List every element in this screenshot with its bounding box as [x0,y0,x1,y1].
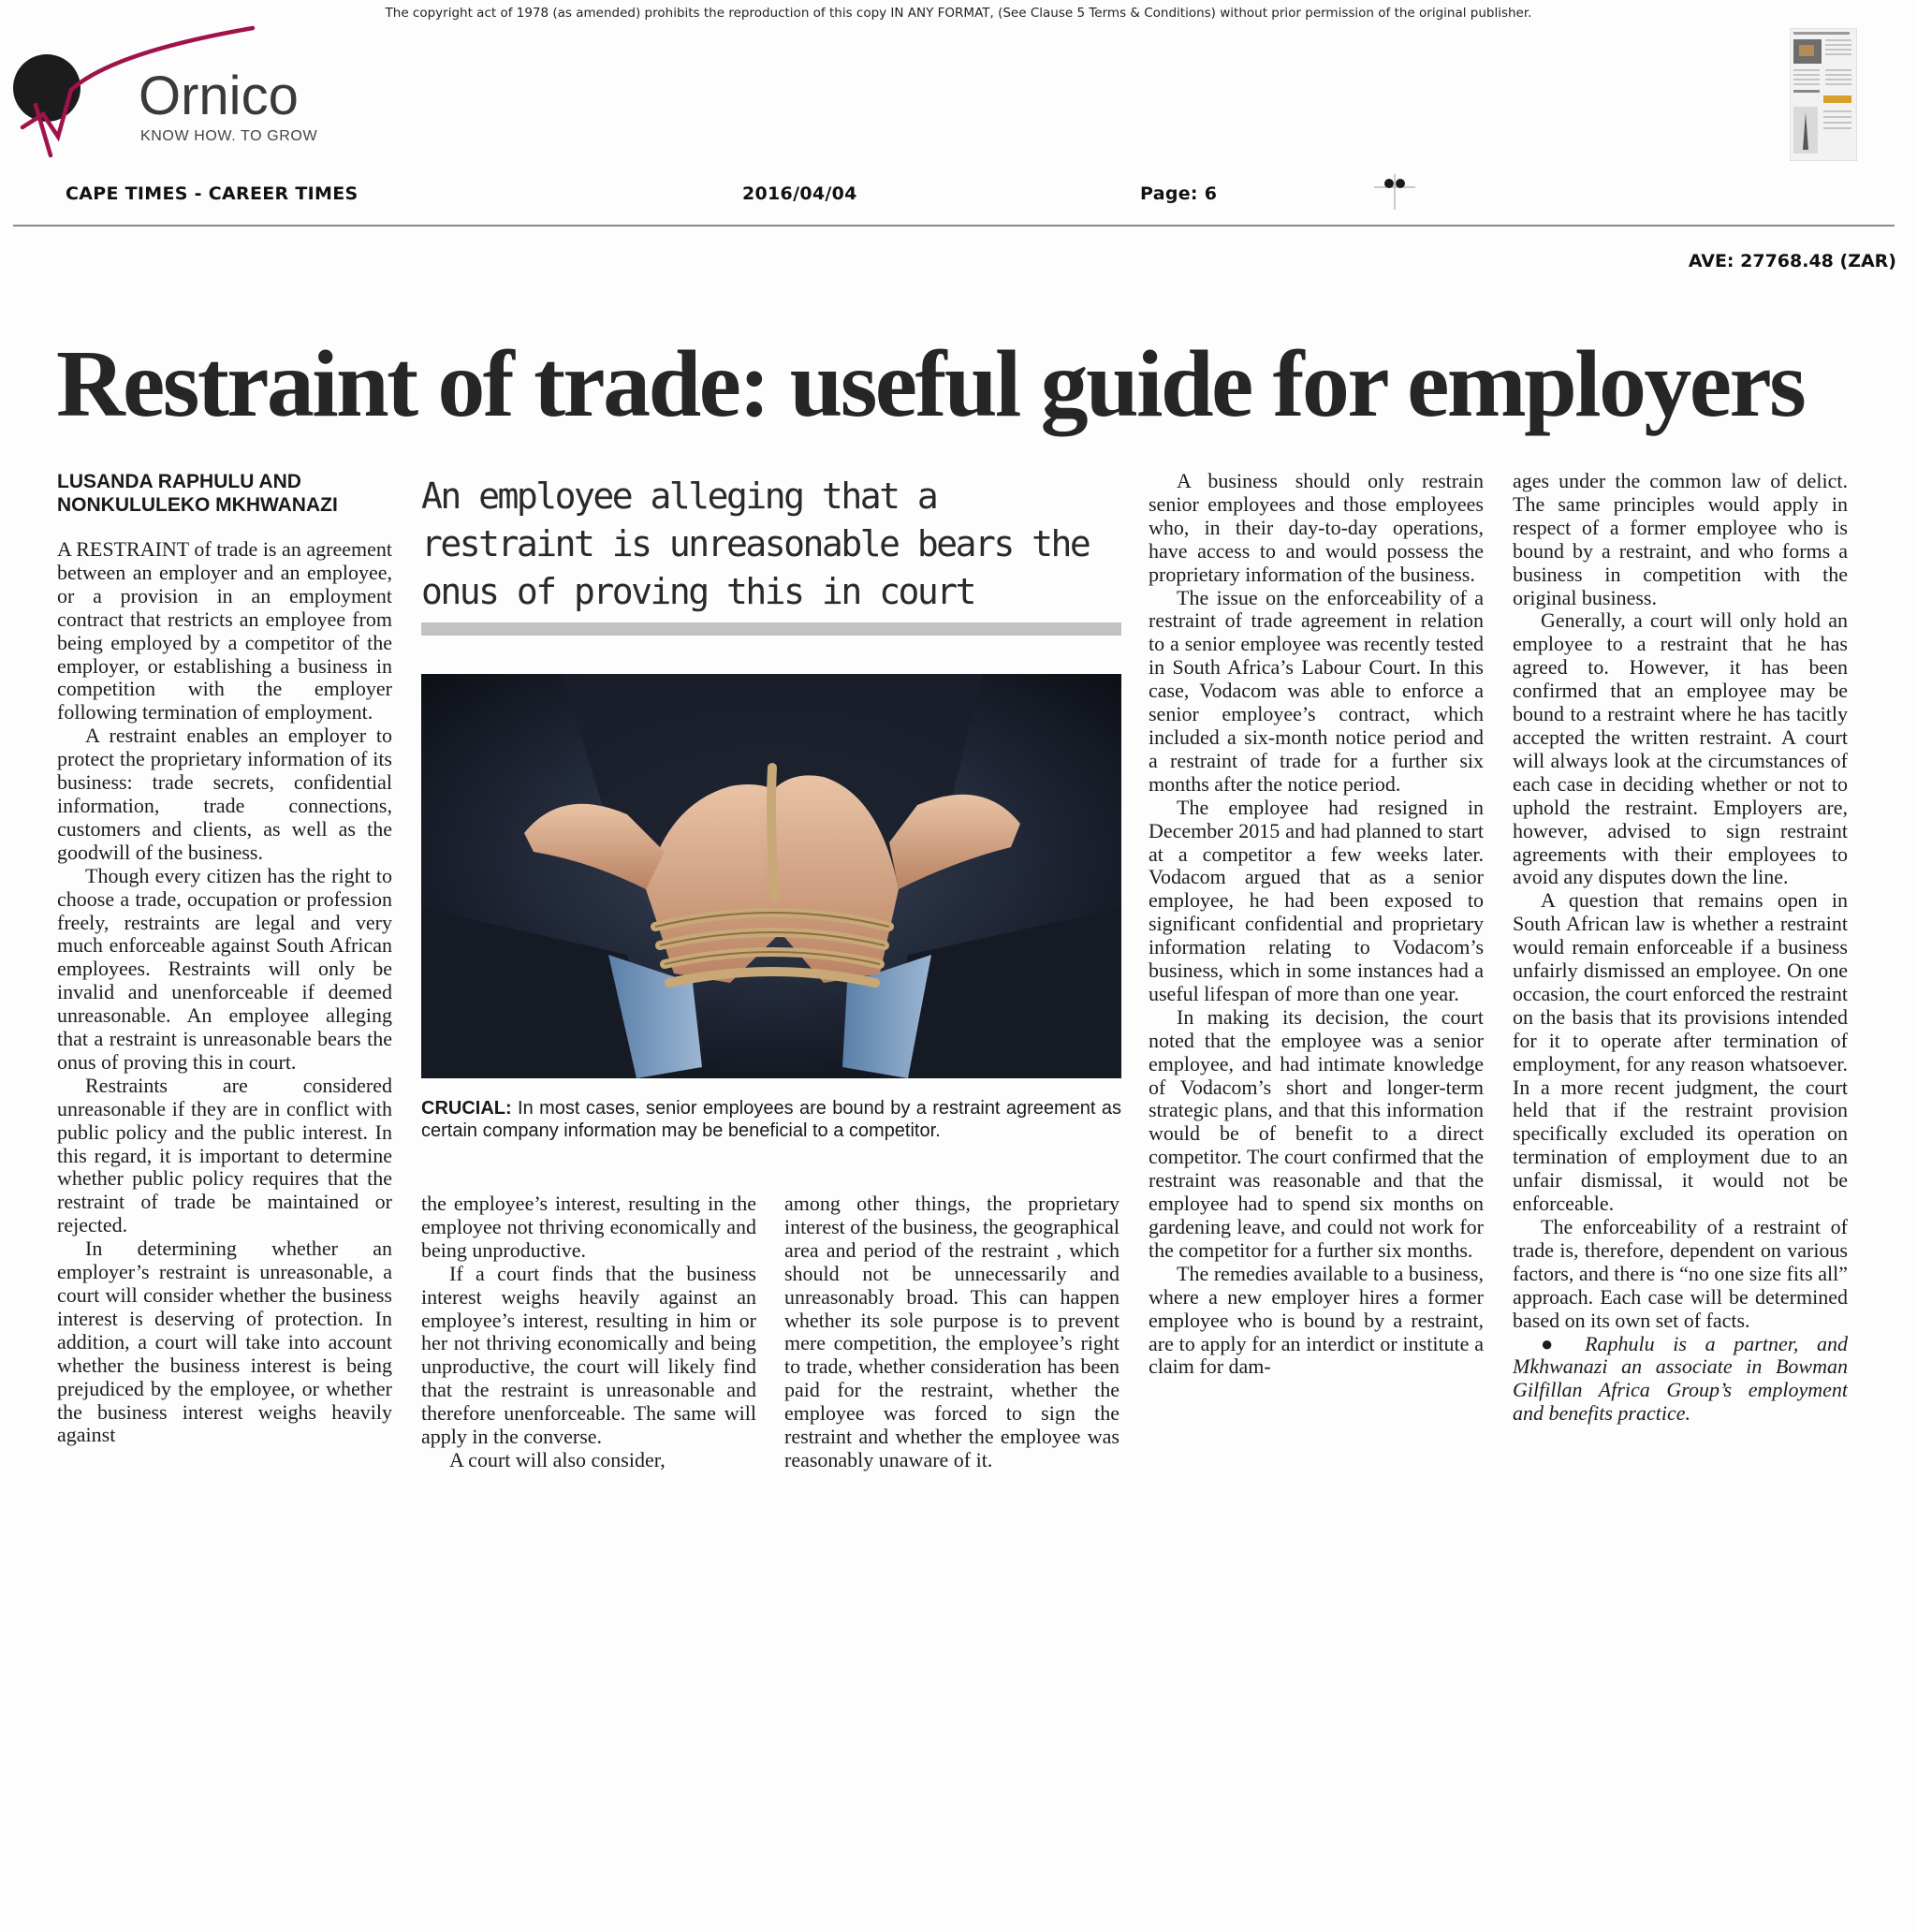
paragraph: A RESTRAINT of trade is an agreement between an employer and an employee, or a provision in an employment contract that restricts an employee from being employed by a competitor of the employer, or establishing a business in competition with the employer following termination of employment. [57,538,392,724]
article-column-3 [784,1193,1119,1501]
paragraph: the employee’s interest, resulting in the employee not thriving economically and being unproductive. [421,1193,756,1262]
author-bio [1513,1333,1848,1427]
page-number: Page: 6 [1140,183,1218,204]
pull-quote: An employee alleging that a restraint is unreasonable bears the onus of proving this in court [421,476,1090,612]
clip-marker-icon [1372,172,1417,212]
article-column-4 [1149,470,1484,1500]
copyright-notice: The copyright act of 1978 (as amended) prohibits the reproduction of this copy IN ANY FORMAT, (See Clause 5 Terms & Conditions) without prior permission of the original publisher. [385,6,1532,21]
publication-name: CAPE TIMES - CAREER TIMES [66,183,359,204]
caption-text: In most cases, senior employees are bound by a restraint agreement as certain company information may be beneficial to a competitor. [421,1098,1121,1141]
paragraph: A restraint enables an employer to protect the proprietary information of its business: trade secrets, confidential information, trade connections, customers and clients, as well as the goodwill of the business. [57,724,392,864]
paragraph: The remedies available to a business, where a new employer hires a former employee who is bound by a restraint, are to apply for an interdict or institute a claim for dam- [1149,1261,1484,1379]
paragraph: A question that remains open in South African law is whether a restraint would remain enforceable if a business unfairly dismissed an employee. On one occasion, the court enforced the restraint on the basis that its provisions intended for it to operate after termination of employment, for any reason whatsoever. In a more recent judgment, the court held that if the restraint provision specifically excluded its operation on termination of employment due to an unfair dismissal, it would not be enforceable. [1513,888,1848,1216]
byline: LUSANDA RAPHULU AND NONKULULEKO MKHWANAZI [57,471,338,516]
author-bio-text: Raphulu is a partner, and Mkhwanazi an associate in Bowman Gilfillan Africa Group’s employment and benefits practice. [1513,1331,1848,1426]
logo-tagline: KNOW HOW. TO GROW [140,128,318,144]
paragraph: In determining whether an employer’s restraint is unreasonable, a court will consider whether the business interest is deserving of protection. In addition, a court will take into account whether the business interest is being prejudiced by the employee, or whether the business interest weighs heavily against [57,1237,392,1447]
header-divider [13,225,1895,227]
paragraph: A business should only restrain senior employees and those employees who, in their day-to-day operations, have access to and would possess the proprietary information of the business. [1149,470,1484,586]
paragraph: The employee had resigned in December 2015 and had planned to start at a competitor a few weeks later. Vodacom argued that as a senior employee, he had been exposed to significant confidential and proprietary information relating to Vodacom’s business, which in some instances had a useful lifespan of more than one year. [1149,795,1484,1005]
paragraph: The enforceability of a restraint of trade is, therefore, dependent on various factors, and there is “no one size fits all” approach. Each case will be determined based on its own set of facts. [1513,1215,1848,1332]
paragraph: Restraints are considered unreasonable if they are in conflict with public policy and the public interest. In this regard, it is important to determine whether public policy requires that the restraint of trade be maintained or rejected. [57,1073,392,1237]
paragraph: Generally, a court will only hold an employee to a restraint that he has agreed to. However, it has been confirmed that an employee may be bound to a restraint where he has tacitly accepted the written restraint. A court will always look at the circumstances of each case in deciding whether or not to uphold the restraint. Employers are, however, advised to sign restraint agreements with their employees to avoid any disputes down the line. [1513,608,1848,889]
paragraph: The issue on the enforceability of a restraint of trade agreement in relation to a senior employee was recently tested in South Africa’s Labour Court. In this case, Vodacom was able to enforce a senior employee’s contract, which included a six-month notice period and a restraint of trade for a further six months after the notice period. [1149,585,1484,796]
article-column-1 [57,538,392,1500]
publication-date: 2016/04/04 [742,183,857,204]
ornico-logo [9,24,346,165]
article-column-5 [1513,470,1848,1500]
logo-wordmark: Ornico [139,66,299,126]
article-column-2 [421,1193,756,1501]
paragraph: A court will also consider, [449,1447,666,1471]
ave-value: AVE: 27768.48 (ZAR) [1688,251,1896,271]
bullet-icon: ● [1541,1331,1567,1355]
tied-hands-photo [421,674,1121,1078]
paragraph: If a court finds that the business interest weighs heavily against an employee’s interest, resulting in him or her not thriving economically and being unproductive, the court will likely find that the restraint is unreasonable and therefore unenforceable. The same will apply in the converse. [421,1261,756,1449]
paragraph: In making its decision, the court noted that the employee was a senior employee, and had intimate knowledge of Vodacom’s short and longer-term strategic plans, and that this information would be of benefit to a direct competitor. The court confirmed that the restraint was reasonable and that the employee had to spend six months on gardening leave, and could not work for the competitor for a further six months. [1149,1004,1484,1262]
paragraph: Though every citizen has the right to choose a trade, occupation or profession freely, restraints are legal and very much enforceable against South African employees. Restraints will only be invalid and unenforceable if deemed unreasonable. An employee alleging that a restraint is unreasonable bears the onus of proving this in court. [57,863,392,1074]
paragraph: among other things, the proprietary interest of the business, the geographical area and period of the restraint , which should not be unnecessarily and unreasonably broad. This can happen whether its sole purpose is to prevent mere competition, the employee’s right to trade, whether consideration has been paid for the restraint, whether the employee was forced to sign the restraint and whether the employee was reasonably unaware of it. [784,1193,1119,1471]
paragraph: ages under the common law of delict. The same principles would apply in respect of a former employee who is bound by a restraint, and who forms a business in competition with the original business. [1513,470,1848,609]
article-headline: Restraint of trade: useful guide for employers [56,331,1805,437]
page-thumbnail [1790,28,1857,161]
pull-quote-rule [421,622,1121,636]
photo-caption [421,1097,1121,1142]
ornico-logo-mark [9,24,346,165]
caption-lead: CRUCIAL: [421,1098,512,1119]
